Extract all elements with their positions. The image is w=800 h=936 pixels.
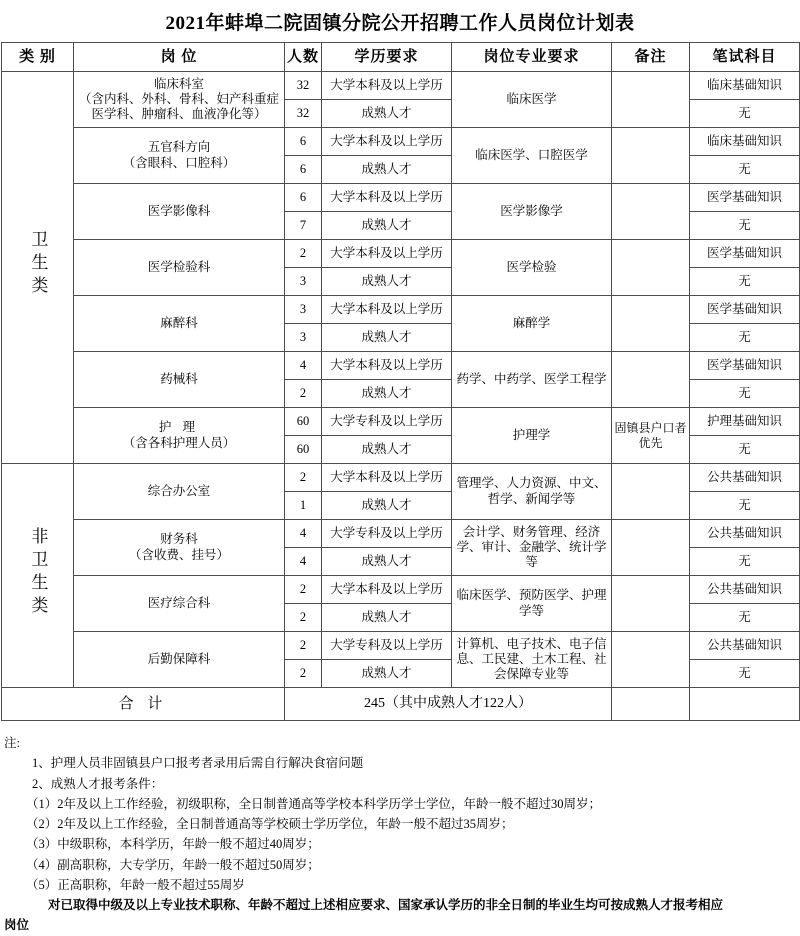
post-name: 医学检验科 [147,259,211,274]
headcount-cell: 32 [285,100,322,128]
exam-subject-cell: 无 [690,156,800,184]
headcount-cell: 6 [285,184,322,212]
major-cell: 计算机、电子技术、电子信息、工民建、土木工程、社会保障专业等 [452,632,612,688]
post-name: 医疗综合科 [147,595,211,610]
post-cell [74,408,285,464]
education-cell: 大学专科及以上学历 [322,408,452,436]
education-cell: 成熟人才 [322,492,452,520]
post-subtitle: （含内科、外科、骨科、妇产科重症医学科、肿瘤科、血液净化等） [78,91,279,122]
headcount-cell: 4 [285,520,322,548]
header-remark: 备注 [612,43,690,72]
exam-subject-cell: 公共基础知识 [690,576,800,604]
post-name: 麻醉科 [160,315,198,330]
post-name: 医学影像科 [147,203,211,218]
headcount-cell: 1 [285,492,322,520]
headcount-cell: 2 [285,660,322,688]
headcount-cell: 32 [285,72,322,100]
remark-cell [612,576,690,632]
remark-cell [612,464,690,520]
note-emphasis-line-1: 对已取得中级及以上专业技术职称、年龄不超过上述相应要求、国家承认学历的非全日制的毕业生均可按成熟人才报考相应 [48,898,724,912]
table-row [2,632,800,660]
exam-subject-cell: 医学基础知识 [690,352,800,380]
notes-heading: 注: [4,736,20,750]
major-cell: 临床医学、口腔医学 [452,128,612,184]
education-cell: 大学本科及以上学历 [322,464,452,492]
exam-subject-cell: 医学基础知识 [690,296,800,324]
exam-subject-cell: 无 [690,436,800,464]
table-row [2,184,800,212]
table-row [2,72,800,100]
note-condition-4: （4）副高职称，大专学历，年龄一般不超过50周岁； [26,857,320,872]
post-cell [74,72,285,128]
education-cell: 成熟人才 [322,324,452,352]
header-post: 岗 位 [74,43,285,72]
headcount-cell: 4 [285,548,322,576]
post-name: 财务科 [160,532,198,547]
note-item-2: 2、成熟人才报考条件： [32,776,164,791]
post-cell [74,184,285,240]
remark-cell [612,240,690,296]
remark-cell [612,520,690,576]
note-emphasis-line-2: 岗位 [4,918,30,933]
exam-subject-cell: 无 [690,604,800,632]
remark-cell [612,184,690,240]
header-major: 岗位专业要求 [452,43,612,72]
category-cell [2,464,74,688]
headcount-cell: 3 [285,296,322,324]
major-cell: 麻醉学 [452,296,612,352]
headcount-cell: 2 [285,240,322,268]
remark-cell [612,72,690,128]
post-cell [74,520,285,576]
education-cell: 大学本科及以上学历 [322,184,452,212]
education-cell: 成熟人才 [322,548,452,576]
table-body [2,72,800,721]
post-cell [74,128,285,184]
total-exam [690,688,800,721]
post-name: 临床科室 [153,76,204,91]
header-row [2,43,800,72]
education-cell: 成熟人才 [322,268,452,296]
education-cell: 大学本科及以上学历 [322,352,452,380]
total-label: 合 计 [2,688,285,721]
education-cell: 成熟人才 [322,100,452,128]
category-cell [2,72,74,464]
post-name: 药械科 [160,371,198,386]
post-subtitle: （含眼科、口腔科） [122,155,236,170]
note-condition-2: （2）2年及以上工作经验，全日制普通高等学校硕士学历学位，年龄一般不超过35周岁； [26,817,514,831]
headcount-cell: 3 [285,324,322,352]
headcount-cell: 2 [285,604,322,632]
table-row [2,408,800,436]
major-cell: 临床医学、预防医学、护理学等 [452,576,612,632]
note-condition-5: （5）正高职称，年龄一般不超过55周岁 [26,877,245,892]
header-education: 学历要求 [322,43,452,72]
headcount-cell: 2 [285,576,322,604]
exam-subject-cell: 无 [690,492,800,520]
post-subtitle: （含收费、挂号） [128,547,229,562]
exam-subject-cell: 公共基础知识 [690,632,800,660]
job-plan-table [1,42,800,721]
major-cell: 医学影像学 [452,184,612,240]
exam-subject-cell: 无 [690,100,800,128]
table-row [2,296,800,324]
post-name: 综合办公室 [147,483,211,498]
education-cell: 大学本科及以上学历 [322,296,452,324]
major-cell: 临床医学 [452,72,612,128]
education-cell: 成熟人才 [322,380,452,408]
education-cell: 成熟人才 [322,604,452,632]
exam-subject-cell: 无 [690,268,800,296]
remark-cell [612,128,690,184]
exam-subject-cell: 无 [690,548,800,576]
total-row [2,688,800,721]
table-header [2,43,800,72]
table-row [2,576,800,604]
table-row [2,520,800,548]
category-label: 非卫生类 [28,526,48,619]
education-cell: 大学本科及以上学历 [322,72,452,100]
exam-subject-cell: 无 [690,660,800,688]
exam-subject-cell: 护理基础知识 [690,408,800,436]
header-headcount: 人数 [285,43,322,72]
education-cell: 大学专科及以上学历 [322,632,452,660]
education-cell: 大学专科及以上学历 [322,520,452,548]
headcount-cell: 6 [285,156,322,184]
headcount-cell: 2 [285,380,322,408]
post-cell [74,240,285,296]
post-cell [74,632,285,688]
table-row [2,240,800,268]
post-name: 护 理 [158,420,200,435]
headcount-cell: 60 [285,436,322,464]
total-remark [612,688,690,721]
exam-subject-cell: 无 [690,324,800,352]
headcount-cell: 3 [285,268,322,296]
major-cell: 管理学、人力资源、中文、哲学、新闻学等 [452,464,612,520]
post-cell [74,352,285,408]
exam-subject-cell: 医学基础知识 [690,184,800,212]
header-exam: 笔试科目 [690,43,800,72]
headcount-cell: 7 [285,212,322,240]
page-title: 2021年蚌埠二院固镇分院公开招聘工作人员岗位计划表 [165,12,635,34]
education-cell: 成熟人才 [322,660,452,688]
exam-subject-cell: 公共基础知识 [690,464,800,492]
major-cell: 医学检验 [452,240,612,296]
education-cell: 大学本科及以上学历 [322,240,452,268]
table-row [2,464,800,492]
post-name: 五官科方向 [147,140,211,155]
note-condition-3: （3）中级职称，本科学历，年龄一般不超过40周岁； [26,837,320,852]
remark-cell [612,352,690,408]
education-cell: 成熟人才 [322,156,452,184]
exam-subject-cell: 临床基础知识 [690,128,800,156]
major-cell: 会计学、财务管理、经济学、审计、金融学、统计学等 [452,520,612,576]
post-subtitle: （含各科护理人员） [122,435,236,450]
category-label: 卫生类 [28,230,48,300]
remark-cell: 固镇县户口者优先 [612,408,690,464]
headcount-cell: 2 [285,632,322,660]
table-row [2,352,800,380]
education-cell: 大学本科及以上学历 [322,128,452,156]
major-cell: 药学、中药学、医学工程学 [452,352,612,408]
exam-subject-cell: 无 [690,380,800,408]
post-name: 后勤保障科 [147,651,211,666]
notes-section [4,733,800,936]
post-cell [74,464,285,520]
exam-subject-cell: 无 [690,212,800,240]
post-cell [74,296,285,352]
headcount-cell: 2 [285,464,322,492]
table-row [2,128,800,156]
remark-cell [612,632,690,688]
exam-subject-cell: 公共基础知识 [690,520,800,548]
note-condition-1: （1）2年及以上工作经验，初级职称，全日制普通高等学校本科学历学士学位，年龄一般不超过30周岁； [26,796,602,811]
headcount-cell: 6 [285,128,322,156]
major-cell: 护理学 [452,408,612,464]
exam-subject-cell: 医学基础知识 [690,240,800,268]
education-cell: 成熟人才 [322,212,452,240]
education-cell: 大学本科及以上学历 [322,576,452,604]
headcount-cell: 60 [285,408,322,436]
note-item-1: 1、护理人员非固镇县户口报考者录用后需自行解决食宿问题 [32,756,364,771]
remark-cell [612,296,690,352]
headcount-cell: 4 [285,352,322,380]
post-cell [74,576,285,632]
total-value: 245（其中成熟人才122人） [285,688,612,721]
title-bar [0,0,800,42]
education-cell: 成熟人才 [322,436,452,464]
exam-subject-cell: 临床基础知识 [690,72,800,100]
header-category: 类 别 [2,43,74,72]
